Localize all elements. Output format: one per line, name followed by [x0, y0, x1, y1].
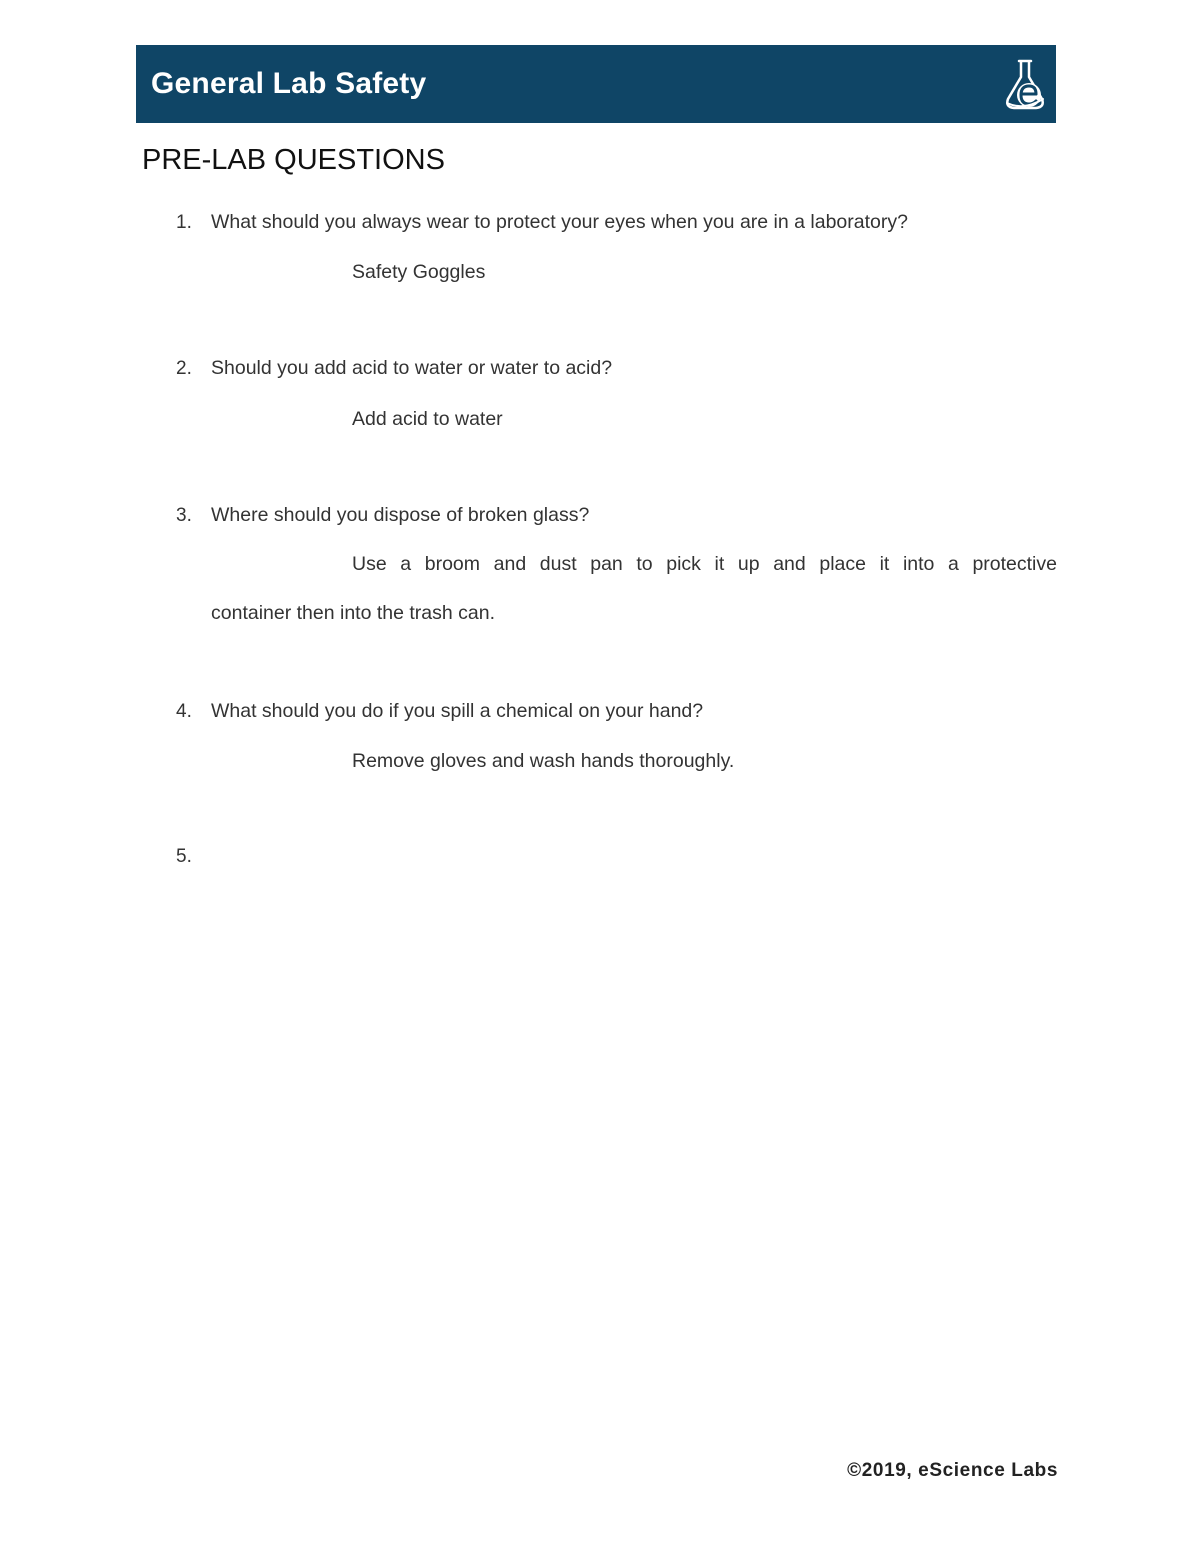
- question-text: Should you add acid to water or water to acid?: [211, 357, 613, 379]
- question-number: 3.: [176, 505, 192, 526]
- section-title: PRE-LAB QUESTIONS: [142, 144, 445, 176]
- question-number: 5.: [176, 846, 192, 867]
- copyright-footer: ©2019, eScience Labs: [847, 1460, 1058, 1481]
- answer-text: Add acid to water: [352, 408, 503, 430]
- question-number: 4.: [176, 701, 192, 722]
- flask-e-logo-icon: [1002, 55, 1048, 113]
- document-title: General Lab Safety: [151, 67, 427, 100]
- answer-text: Safety Goggles: [352, 261, 486, 283]
- question-text: What should you always wear to protect your eyes when you are in a laboratory?: [211, 211, 908, 233]
- header-banner: [136, 45, 1056, 123]
- question-number: 1.: [176, 212, 192, 233]
- question-text: What should you do if you spill a chemical on your hand?: [211, 700, 704, 722]
- question-text: Where should you dispose of broken glass?: [211, 504, 590, 526]
- answer-text: Use a broom and dust pan to pick it up and place it into a protective: [352, 553, 1057, 575]
- answer-text: Remove gloves and wash hands thoroughly.: [352, 750, 735, 772]
- answer-text-continued: container then into the trash can.: [211, 602, 496, 624]
- question-number: 2.: [176, 358, 192, 379]
